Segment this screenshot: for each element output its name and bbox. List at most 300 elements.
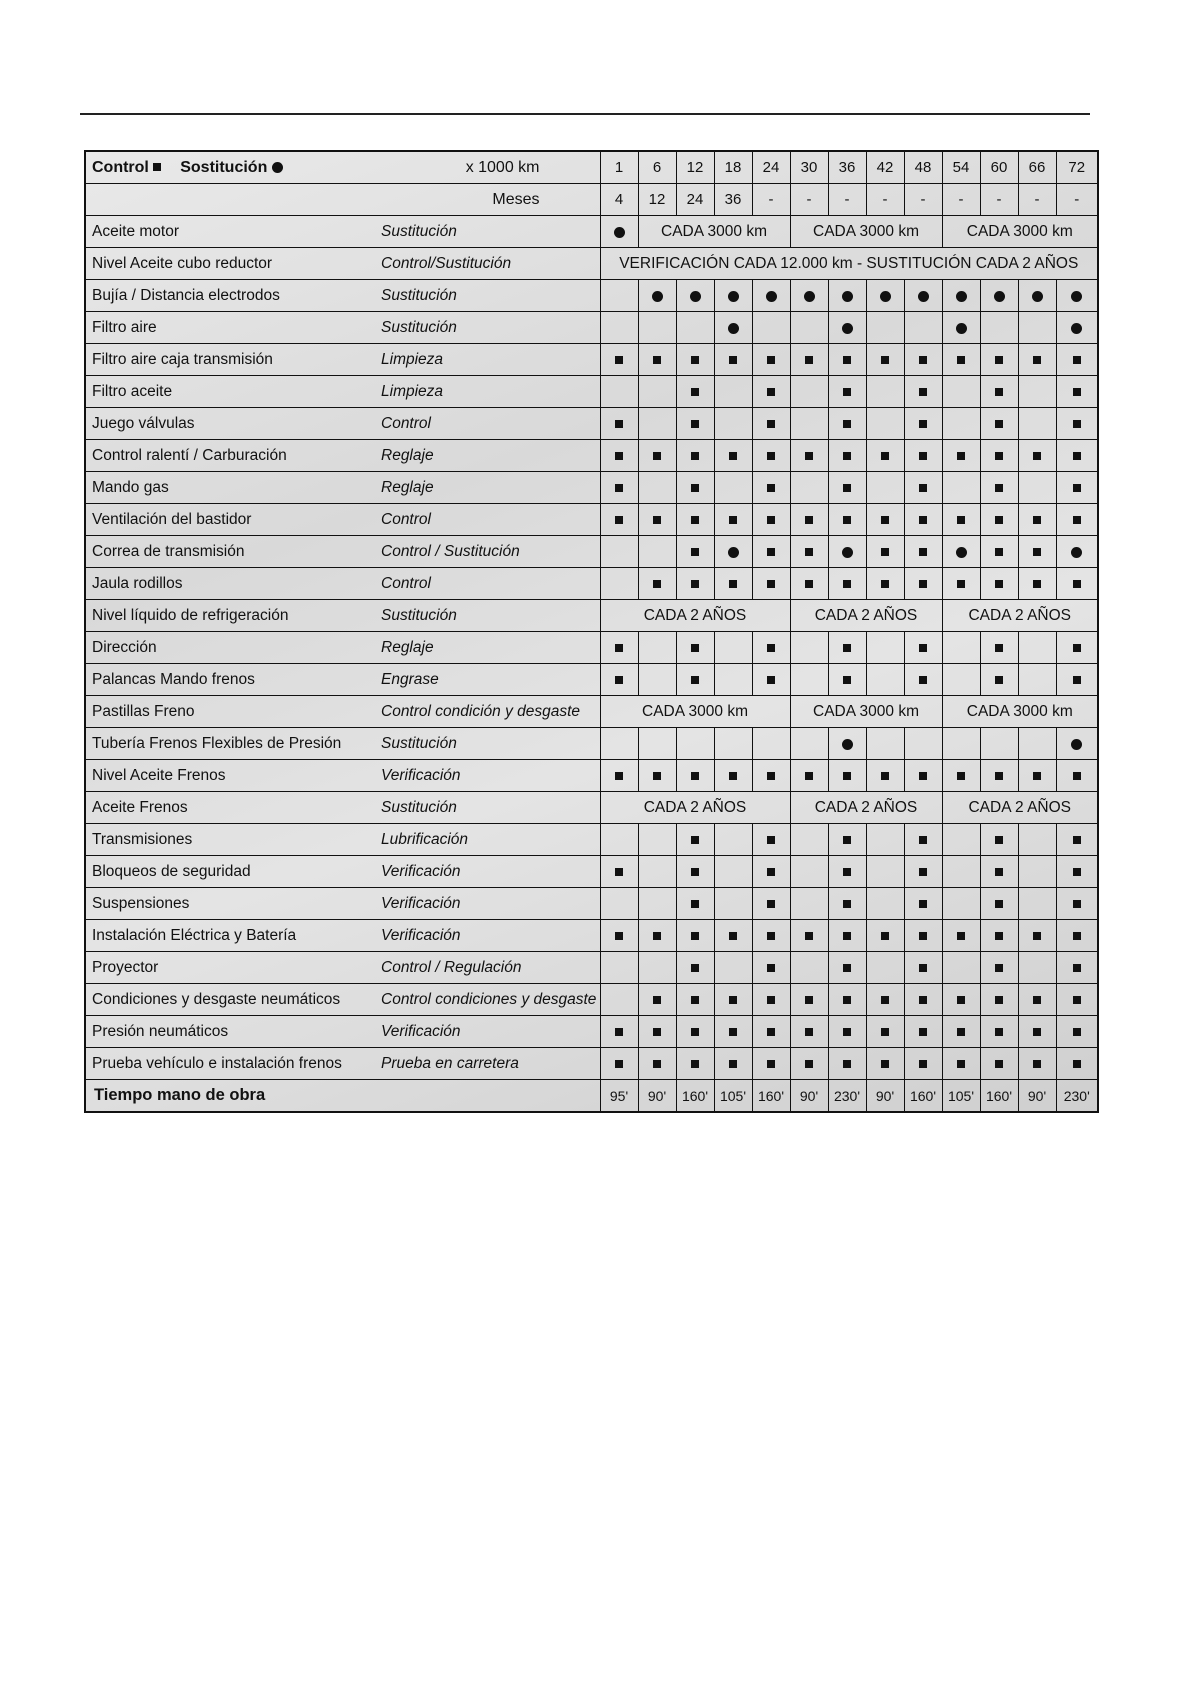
schedule-cell xyxy=(980,440,1018,472)
schedule-cell xyxy=(714,312,752,344)
item-name: Filtro aceite xyxy=(85,376,375,408)
substitution-dot-icon xyxy=(1071,291,1082,302)
schedule-cell xyxy=(790,280,828,312)
table-row xyxy=(85,856,1098,888)
schedule-cell xyxy=(676,472,714,504)
substitution-dot-icon xyxy=(614,227,625,238)
control-square-icon xyxy=(615,644,623,652)
schedule-cell xyxy=(1018,728,1056,760)
operation-type: Reglaje xyxy=(375,472,600,504)
control-square-icon xyxy=(691,484,699,492)
control-square-icon xyxy=(691,996,699,1004)
schedule-cell xyxy=(600,408,638,440)
schedule-cell xyxy=(714,632,752,664)
substitution-dot-icon xyxy=(1071,323,1082,334)
schedule-cell xyxy=(980,312,1018,344)
schedule-cell xyxy=(790,376,828,408)
schedule-cell xyxy=(714,920,752,952)
schedule-cell xyxy=(600,216,638,248)
schedule-cell xyxy=(600,312,638,344)
labor-time-cell: 105' xyxy=(714,1080,752,1113)
control-square-icon xyxy=(995,516,1003,524)
control-square-icon xyxy=(919,644,927,652)
legend-substitution-label: Sostitución xyxy=(180,158,268,176)
labor-time-cell: 90' xyxy=(866,1080,904,1113)
schedule-cell xyxy=(638,984,676,1016)
schedule-cell xyxy=(638,824,676,856)
item-name: Filtro aire caja transmisión xyxy=(85,344,375,376)
control-square-icon xyxy=(995,548,1003,556)
schedule-cell xyxy=(714,440,752,472)
schedule-cell xyxy=(790,344,828,376)
operation-type: Control xyxy=(375,408,600,440)
control-square-icon xyxy=(843,420,851,428)
control-square-icon xyxy=(919,1060,927,1068)
schedule-cell xyxy=(828,952,866,984)
control-square-icon xyxy=(957,580,965,588)
control-square-icon xyxy=(957,356,965,364)
control-square-icon xyxy=(729,516,737,524)
schedule-cell xyxy=(676,632,714,664)
km-header-cell: 12 xyxy=(676,151,714,184)
control-square-icon xyxy=(729,772,737,780)
schedule-cell xyxy=(676,760,714,792)
schedule-cell xyxy=(866,728,904,760)
schedule-cell xyxy=(790,728,828,760)
control-square-icon xyxy=(919,548,927,556)
schedule-cell xyxy=(942,888,980,920)
table-row xyxy=(85,344,1098,376)
schedule-cell xyxy=(638,568,676,600)
operation-type: Control xyxy=(375,568,600,600)
control-square-icon xyxy=(1073,964,1081,972)
schedule-cell xyxy=(942,952,980,984)
schedule-cell xyxy=(828,312,866,344)
control-square-icon xyxy=(1073,868,1081,876)
km-header-cell: 66 xyxy=(1018,151,1056,184)
schedule-cell xyxy=(1056,536,1098,568)
schedule-cell xyxy=(1056,760,1098,792)
schedule-cell xyxy=(790,408,828,440)
operation-type: Verificación xyxy=(375,760,600,792)
schedule-cell xyxy=(790,984,828,1016)
schedule-cell xyxy=(790,536,828,568)
labor-time-cell: 105' xyxy=(942,1080,980,1113)
schedule-cell xyxy=(1018,312,1056,344)
schedule-cell xyxy=(1018,1048,1056,1080)
control-square-icon xyxy=(1073,996,1081,1004)
item-name: Control ralentí / Carburación xyxy=(85,440,375,472)
table-row xyxy=(85,696,1098,728)
schedule-cell xyxy=(1018,408,1056,440)
item-name: Dirección xyxy=(85,632,375,664)
interval-note: CADA 2 AÑOS xyxy=(942,792,1098,824)
control-square-icon xyxy=(843,644,851,652)
control-square-icon xyxy=(153,163,161,171)
schedule-cell xyxy=(676,376,714,408)
control-square-icon xyxy=(691,1060,699,1068)
control-square-icon xyxy=(767,964,775,972)
schedule-cell xyxy=(790,632,828,664)
labor-time-cell: 230' xyxy=(828,1080,866,1113)
control-square-icon xyxy=(843,484,851,492)
month-header-cell: - xyxy=(1018,184,1056,216)
schedule-cell xyxy=(942,504,980,536)
control-square-icon xyxy=(1033,1028,1041,1036)
schedule-cell xyxy=(904,1048,942,1080)
control-square-icon xyxy=(1073,772,1081,780)
schedule-cell xyxy=(790,440,828,472)
labor-time-cell: 90' xyxy=(790,1080,828,1113)
control-square-icon xyxy=(919,900,927,908)
schedule-cell xyxy=(714,728,752,760)
control-square-icon xyxy=(615,868,623,876)
table-row xyxy=(85,376,1098,408)
maintenance-table xyxy=(84,150,1099,1113)
control-square-icon xyxy=(919,516,927,524)
item-name: Bloqueos de seguridad xyxy=(85,856,375,888)
schedule-cell xyxy=(676,888,714,920)
schedule-cell xyxy=(1056,504,1098,536)
schedule-cell xyxy=(828,632,866,664)
header-months-row xyxy=(85,184,1098,216)
control-square-icon xyxy=(1033,548,1041,556)
schedule-cell xyxy=(752,376,790,408)
km-header-cell: 24 xyxy=(752,151,790,184)
control-square-icon xyxy=(691,580,699,588)
schedule-cell xyxy=(600,856,638,888)
schedule-cell xyxy=(714,984,752,1016)
control-square-icon xyxy=(881,516,889,524)
schedule-cell xyxy=(714,344,752,376)
item-name: Aceite motor xyxy=(85,216,375,248)
labor-time-cell: 90' xyxy=(1018,1080,1056,1113)
item-name: Juego válvulas xyxy=(85,408,375,440)
schedule-cell xyxy=(600,952,638,984)
schedule-cell xyxy=(828,344,866,376)
schedule-cell xyxy=(638,376,676,408)
schedule-cell xyxy=(942,984,980,1016)
schedule-cell xyxy=(942,760,980,792)
control-square-icon xyxy=(653,1060,661,1068)
control-square-icon xyxy=(805,1028,813,1036)
schedule-cell xyxy=(904,472,942,504)
control-square-icon xyxy=(1073,1060,1081,1068)
substitution-dot-icon xyxy=(652,291,663,302)
schedule-cell xyxy=(638,472,676,504)
control-square-icon xyxy=(767,516,775,524)
schedule-cell xyxy=(676,536,714,568)
item-name: Pastillas Freno xyxy=(85,696,375,728)
substitution-dot-icon xyxy=(728,291,739,302)
schedule-cell xyxy=(752,632,790,664)
schedule-cell xyxy=(714,472,752,504)
control-square-icon xyxy=(995,676,1003,684)
control-square-icon xyxy=(1073,836,1081,844)
control-square-icon xyxy=(843,836,851,844)
schedule-cell xyxy=(638,1016,676,1048)
item-name: Jaula rodillos xyxy=(85,568,375,600)
table-row xyxy=(85,728,1098,760)
schedule-cell xyxy=(676,408,714,440)
schedule-cell xyxy=(828,440,866,472)
schedule-cell xyxy=(638,504,676,536)
schedule-cell xyxy=(714,760,752,792)
schedule-cell xyxy=(942,536,980,568)
schedule-cell xyxy=(1056,888,1098,920)
control-square-icon xyxy=(881,1028,889,1036)
schedule-cell xyxy=(752,664,790,696)
schedule-cell xyxy=(676,312,714,344)
legend-control-label: Control xyxy=(92,158,149,176)
schedule-cell xyxy=(600,344,638,376)
control-square-icon xyxy=(995,932,1003,940)
control-square-icon xyxy=(767,452,775,460)
interval-note: VERIFICACIÓN CADA 12.000 km - SUSTITUCIÓN CADA 2 AÑOS xyxy=(600,248,1098,280)
interval-note: CADA 3000 km xyxy=(942,696,1098,728)
schedule-cell xyxy=(980,728,1018,760)
table-row xyxy=(85,568,1098,600)
month-header-cell: - xyxy=(942,184,980,216)
control-square-icon xyxy=(1033,772,1041,780)
schedule-cell xyxy=(600,1016,638,1048)
control-square-icon xyxy=(843,900,851,908)
schedule-cell xyxy=(638,536,676,568)
schedule-cell xyxy=(828,824,866,856)
item-name: Nivel Aceite cubo reductor xyxy=(85,248,375,280)
schedule-cell xyxy=(1056,984,1098,1016)
operation-type: Sustitución xyxy=(375,280,600,312)
schedule-cell xyxy=(600,920,638,952)
month-header-cell: - xyxy=(790,184,828,216)
months-unit-label: Meses xyxy=(375,184,600,216)
schedule-cell xyxy=(980,344,1018,376)
operation-type: Lubrificación xyxy=(375,824,600,856)
schedule-cell xyxy=(980,920,1018,952)
control-square-icon xyxy=(805,1060,813,1068)
month-header-cell: - xyxy=(828,184,866,216)
control-square-icon xyxy=(615,932,623,940)
control-square-icon xyxy=(767,388,775,396)
control-square-icon xyxy=(615,356,623,364)
schedule-cell xyxy=(1056,376,1098,408)
schedule-cell xyxy=(714,888,752,920)
operation-type: Control condición y desgaste xyxy=(375,696,600,728)
control-square-icon xyxy=(805,932,813,940)
schedule-cell xyxy=(1056,1048,1098,1080)
schedule-cell xyxy=(866,344,904,376)
schedule-cell xyxy=(752,728,790,760)
schedule-cell xyxy=(600,504,638,536)
control-square-icon xyxy=(957,452,965,460)
control-square-icon xyxy=(653,932,661,940)
maintenance-sheet xyxy=(84,150,1099,1113)
schedule-cell xyxy=(980,952,1018,984)
schedule-cell xyxy=(600,760,638,792)
schedule-cell xyxy=(980,664,1018,696)
control-square-icon xyxy=(919,964,927,972)
km-unit-label: x 1000 km xyxy=(375,151,600,184)
schedule-cell xyxy=(790,312,828,344)
schedule-cell xyxy=(1018,760,1056,792)
table-row xyxy=(85,760,1098,792)
operation-type: Verificación xyxy=(375,920,600,952)
schedule-cell xyxy=(980,536,1018,568)
schedule-cell xyxy=(828,888,866,920)
schedule-cell xyxy=(828,280,866,312)
schedule-cell xyxy=(980,824,1018,856)
schedule-cell xyxy=(752,1016,790,1048)
schedule-cell xyxy=(1018,568,1056,600)
control-square-icon xyxy=(691,932,699,940)
control-square-icon xyxy=(919,388,927,396)
control-square-icon xyxy=(691,772,699,780)
control-square-icon xyxy=(767,644,775,652)
schedule-cell xyxy=(714,504,752,536)
operation-type: Control xyxy=(375,504,600,536)
schedule-cell xyxy=(904,888,942,920)
control-square-icon xyxy=(767,1060,775,1068)
schedule-cell xyxy=(638,728,676,760)
control-square-icon xyxy=(995,356,1003,364)
schedule-cell xyxy=(866,472,904,504)
control-square-icon xyxy=(995,1060,1003,1068)
schedule-cell xyxy=(676,504,714,536)
schedule-cell xyxy=(1018,344,1056,376)
control-square-icon xyxy=(881,996,889,1004)
substitution-dot-icon xyxy=(842,323,853,334)
schedule-cell xyxy=(752,504,790,536)
km-header-cell: 42 xyxy=(866,151,904,184)
schedule-cell xyxy=(752,312,790,344)
control-square-icon xyxy=(995,420,1003,428)
month-header-cell: 4 xyxy=(600,184,638,216)
schedule-cell xyxy=(600,440,638,472)
schedule-cell xyxy=(600,984,638,1016)
schedule-cell xyxy=(752,568,790,600)
substitution-dot-icon xyxy=(880,291,891,302)
schedule-cell xyxy=(904,728,942,760)
schedule-cell xyxy=(752,952,790,984)
schedule-cell xyxy=(1056,344,1098,376)
month-header-cell: 24 xyxy=(676,184,714,216)
item-name: Nivel Aceite Frenos xyxy=(85,760,375,792)
schedule-cell xyxy=(980,568,1018,600)
control-square-icon xyxy=(919,932,927,940)
table-row xyxy=(85,792,1098,824)
substitution-dot-icon xyxy=(994,291,1005,302)
control-square-icon xyxy=(1033,580,1041,588)
schedule-cell xyxy=(676,664,714,696)
control-square-icon xyxy=(919,484,927,492)
schedule-cell xyxy=(1018,472,1056,504)
control-square-icon xyxy=(843,772,851,780)
schedule-cell xyxy=(600,1048,638,1080)
interval-note: CADA 2 AÑOS xyxy=(600,600,790,632)
schedule-cell xyxy=(866,952,904,984)
control-square-icon xyxy=(615,516,623,524)
schedule-cell xyxy=(828,760,866,792)
control-square-icon xyxy=(1073,1028,1081,1036)
schedule-cell xyxy=(752,408,790,440)
control-square-icon xyxy=(767,676,775,684)
control-square-icon xyxy=(1073,644,1081,652)
schedule-cell xyxy=(790,504,828,536)
schedule-cell xyxy=(1018,280,1056,312)
schedule-cell xyxy=(638,312,676,344)
schedule-cell xyxy=(676,920,714,952)
schedule-cell xyxy=(676,1016,714,1048)
control-square-icon xyxy=(691,420,699,428)
control-square-icon xyxy=(767,484,775,492)
schedule-cell xyxy=(866,408,904,440)
schedule-cell xyxy=(752,472,790,504)
control-square-icon xyxy=(1073,932,1081,940)
schedule-cell xyxy=(752,344,790,376)
control-square-icon xyxy=(919,580,927,588)
item-name: Condiciones y desgaste neumáticos xyxy=(85,984,375,1016)
schedule-cell xyxy=(714,856,752,888)
control-square-icon xyxy=(805,516,813,524)
schedule-cell xyxy=(600,888,638,920)
operation-type: Control/Sustitución xyxy=(375,248,600,280)
schedule-cell xyxy=(942,568,980,600)
km-header-cell: 6 xyxy=(638,151,676,184)
schedule-cell xyxy=(1056,664,1098,696)
substitution-dot-icon xyxy=(956,291,967,302)
item-name: Palancas Mando frenos xyxy=(85,664,375,696)
control-square-icon xyxy=(843,676,851,684)
km-header-cell: 54 xyxy=(942,151,980,184)
control-square-icon xyxy=(919,996,927,1004)
schedule-cell xyxy=(1018,664,1056,696)
month-header-cell: 12 xyxy=(638,184,676,216)
control-square-icon xyxy=(653,996,661,1004)
month-header-cell: - xyxy=(904,184,942,216)
control-square-icon xyxy=(1073,452,1081,460)
schedule-cell xyxy=(866,504,904,536)
control-square-icon xyxy=(881,1060,889,1068)
control-square-icon xyxy=(995,580,1003,588)
interval-note: CADA 2 AÑOS xyxy=(790,792,942,824)
item-name: Correa de transmisión xyxy=(85,536,375,568)
schedule-cell xyxy=(866,1048,904,1080)
schedule-cell xyxy=(638,408,676,440)
schedule-cell xyxy=(828,664,866,696)
km-header-cell: 18 xyxy=(714,151,752,184)
control-square-icon xyxy=(919,676,927,684)
schedule-cell xyxy=(1018,376,1056,408)
schedule-cell xyxy=(866,920,904,952)
schedule-cell xyxy=(1018,952,1056,984)
labor-time-cell: 160' xyxy=(980,1080,1018,1113)
schedule-cell xyxy=(600,664,638,696)
labor-time-cell: 160' xyxy=(676,1080,714,1113)
control-square-icon xyxy=(729,452,737,460)
schedule-cell xyxy=(1018,504,1056,536)
control-square-icon xyxy=(957,772,965,780)
substitution-dot-icon xyxy=(956,323,967,334)
interval-note: CADA 2 AÑOS xyxy=(600,792,790,824)
schedule-cell xyxy=(1018,888,1056,920)
schedule-cell xyxy=(942,824,980,856)
schedule-cell xyxy=(790,888,828,920)
km-header-cell: 48 xyxy=(904,151,942,184)
schedule-cell xyxy=(904,376,942,408)
schedule-cell xyxy=(752,280,790,312)
schedule-cell xyxy=(942,920,980,952)
schedule-cell xyxy=(904,504,942,536)
